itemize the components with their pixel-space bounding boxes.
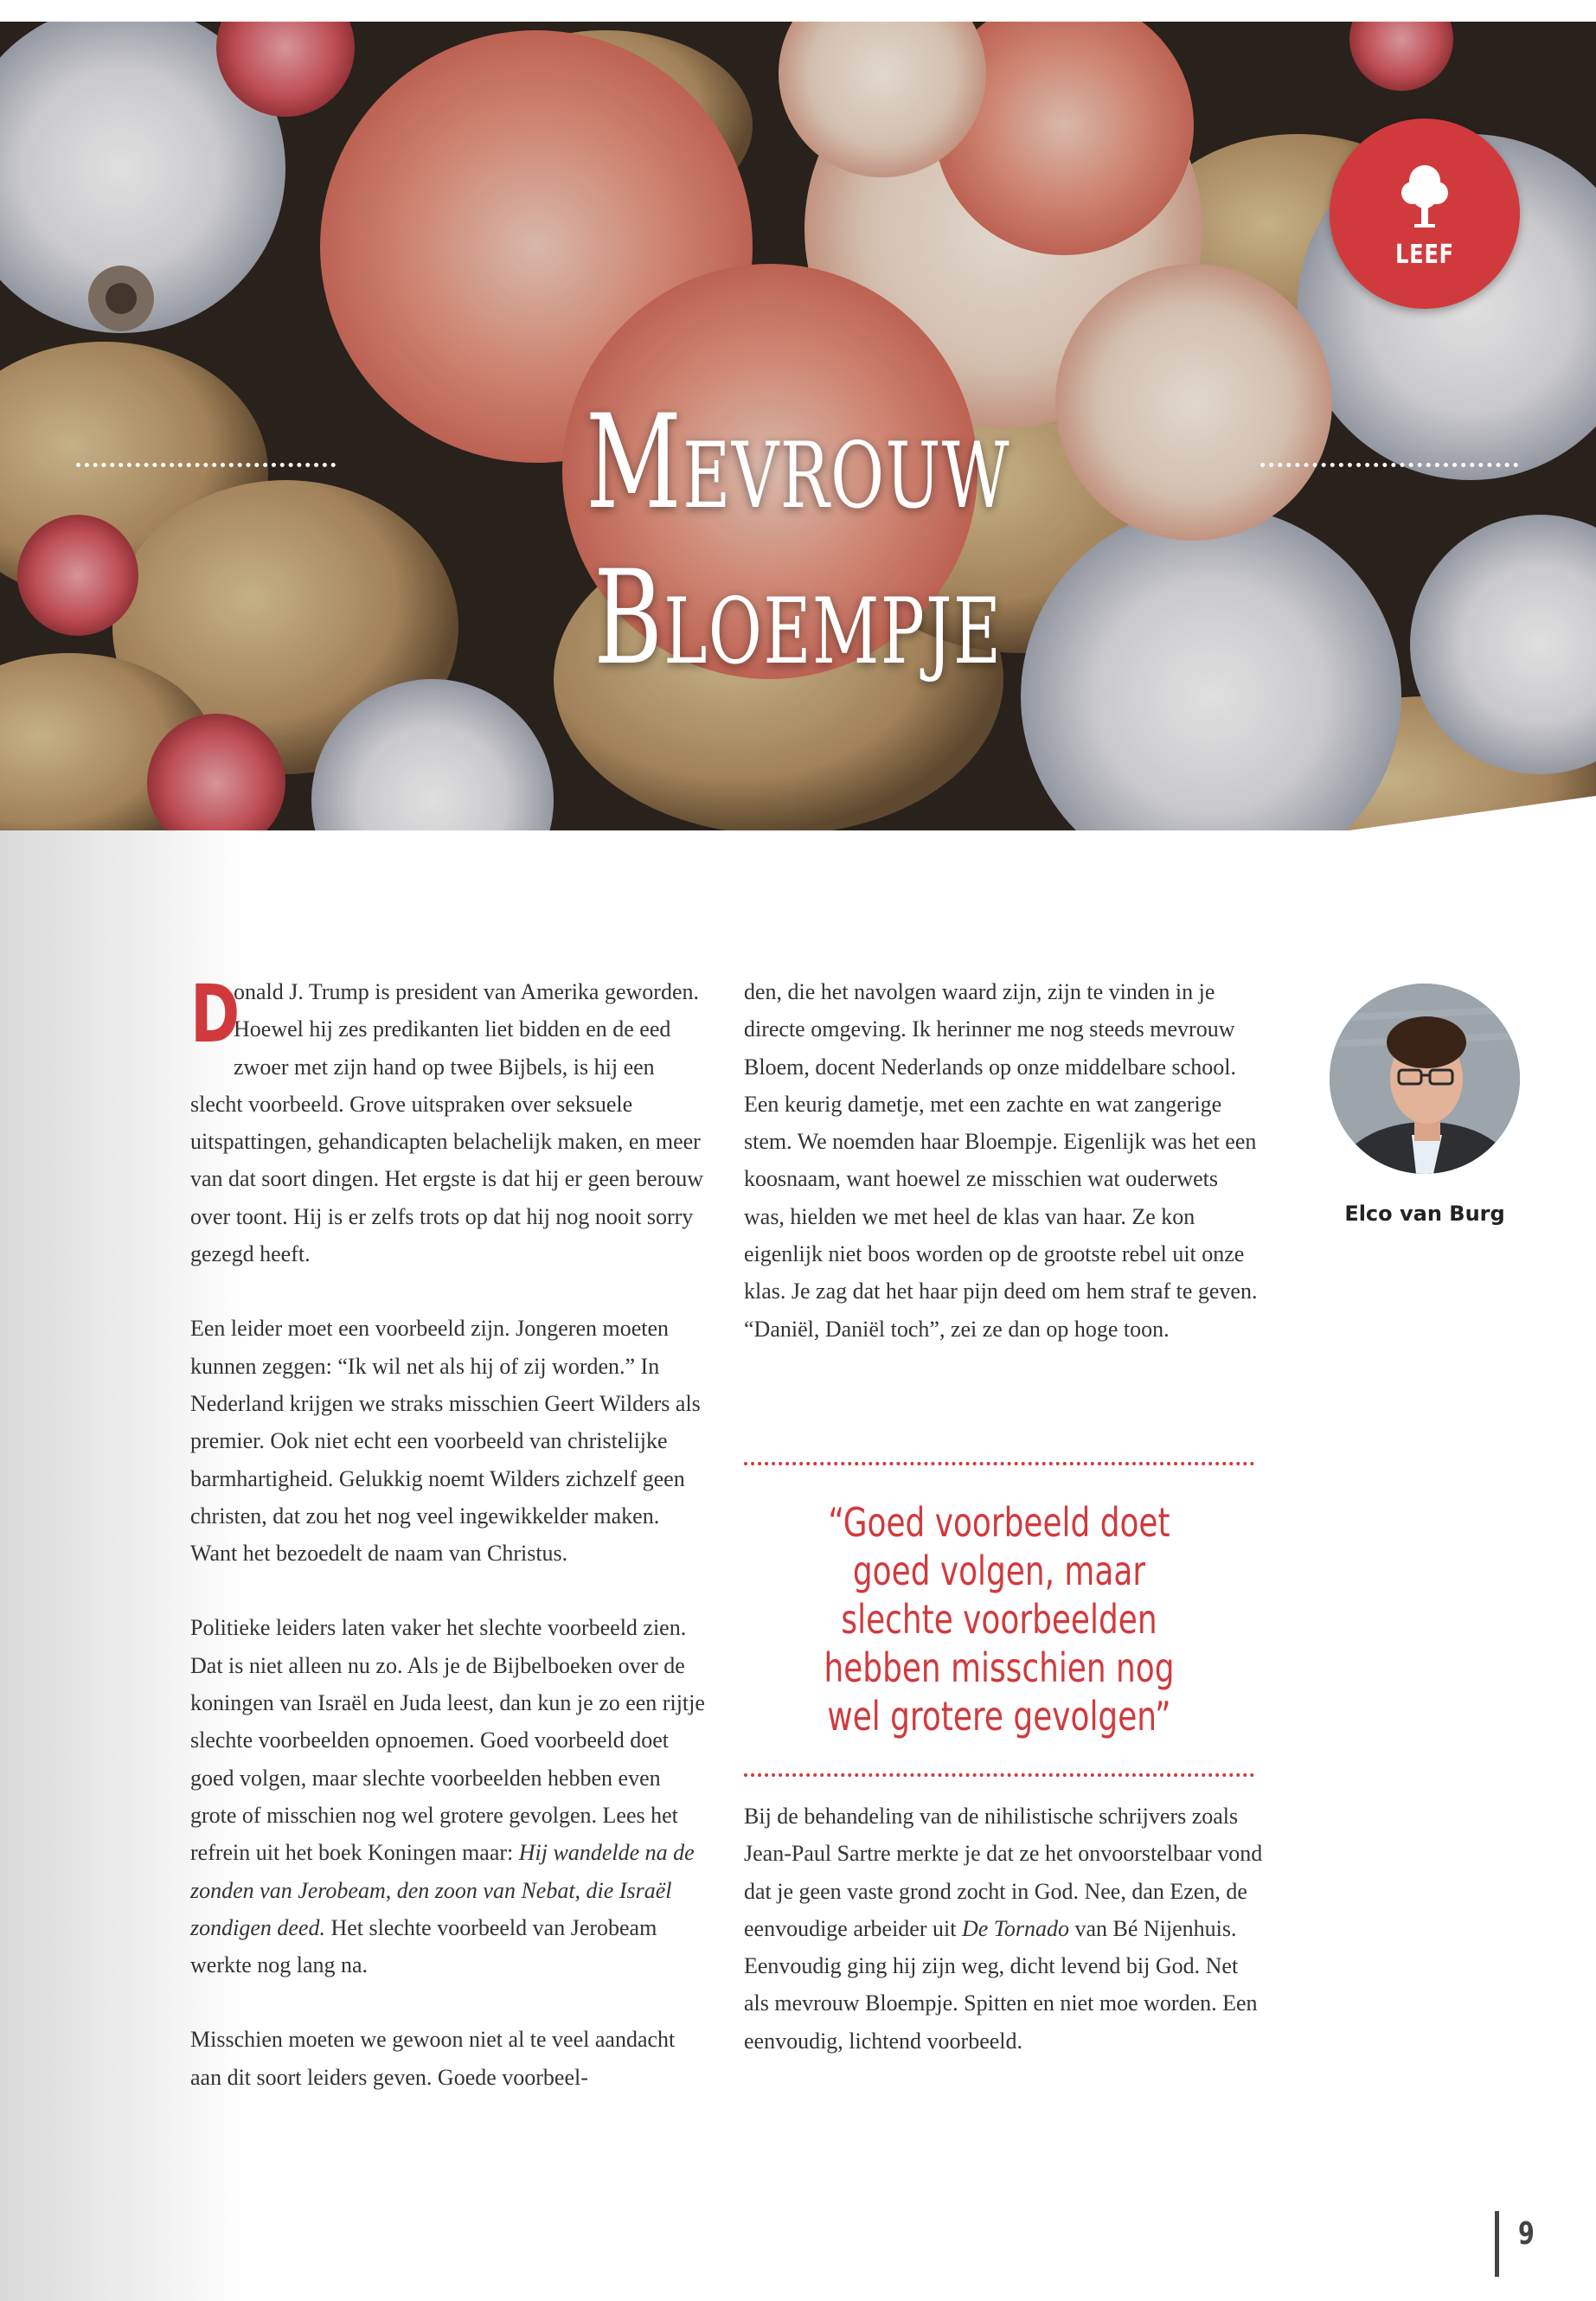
author-photo [1330, 984, 1520, 1174]
dropcap: D [190, 968, 240, 1061]
article-column-left [190, 968, 709, 2133]
bible-quote: Hij wandelde na de zonden van Jerobeam, den zoon van Nebat, die Israël zondigen deed. [190, 1840, 695, 1940]
author-block [1330, 984, 1520, 1226]
paragraph-3: Politieke leiders laten vaker het slechte voorbeeld zien. Dat is niet alleen nu zo. Als je de Bijbelboeken over de koningen van Israël en Juda leest, dan kun je zo een rijtje slechte voorbeelden opnoemen. Goed voorbeeld doet goed volgen, maar slechte voorbeelden hebben even grote of misschien nog wel grotere gevolgen. Lees het refrein uit het boek Koningen maar: Hij wandelde na de zonden van Jerobeam, den zoon van Nebat, die Israël zondigen deed. Het slechte voorbeeld van Jerobeam werkte nog lang na. [190, 1615, 705, 1978]
pull-quote-text: “Goed voorbeeld doet goed volgen, maar slechte voorbeelden hebben misschien nog wel grotere gevolgen” [824, 1499, 1175, 1740]
page-number: 9 [1518, 2216, 1535, 2252]
title-divider-left [76, 463, 336, 467]
avatar [1330, 984, 1520, 1174]
paragraph-2: Een leider moet een voorbeeld zijn. Jongeren moeten kunnen zeggen: “Ik wil net als hij of zij worden.” In Nederland krijgen we straks misschien Geert Wilders als premier. Ook niet echt een voorbeeld van christelijke barmhartigheid. Gelukkig noemt Wilders zichzelf geen christen, dat zou het nog veel ingewikkelder maken. Want het bezoedelt de naam van Christus. [190, 1316, 701, 1567]
pull-quote-divider-bottom [744, 1773, 1254, 1777]
pull-quote-divider-top [744, 1462, 1254, 1465]
author-name: Elco van Burg [1344, 1202, 1505, 1226]
title-row [0, 388, 1596, 694]
article-column-mid-bottom [744, 1798, 1263, 2097]
paragraph-4: Misschien moeten we gewoon niet al te veel aandacht aan dit soort leiders geven. Goede voorbeel- [190, 2027, 676, 2090]
title-divider-right [1260, 463, 1518, 467]
paragraph-5: den, die het navolgen waard zijn, zijn te vinden in je directe omgeving. Ik herinner me nog steeds mevrouw Bloem, docent Nederlands op onze middelbare school. Een keurig dametje, met een zachte en wat zangerige stem. We noemden haar Bloempje. Eigenlijk was het een koosnaam, want hoewel ze misschien wat ouderwets was, hielden we met heel de klas van haar. Ze kon eigenlijk niet boos worden op de grootste rebel uit onze klas. Je zag dat het haar pijn deed om hem straf te geven. “Daniël, Daniël toch”, zei ze dan op hoge toon. [744, 979, 1258, 1342]
paragraph-1: D onald J. Trump is president van Amerika geworden. Hoewel hij zes predikanten liet bidden en de eed zwoer met zijn hand op twee Bijbels, is hij een slecht voorbeeld. Grove uitspraken over seksuele uitspattingen, gehandicapten belachelijk maken, en meer van dat soort dingen. Het ergste is dat hij er geen berouw over toont. Hij is er zelfs trots op dat hij nog nooit sorry gezegd heeft. [190, 968, 704, 1267]
header-image [0, 22, 1596, 830]
article-column-mid [744, 973, 1263, 1385]
page-number-bar [1495, 2211, 1499, 2277]
pull-quote [744, 1462, 1254, 1777]
book-title: De Tornado [961, 1915, 1069, 1941]
section-badge-label: LEEF [1395, 240, 1454, 270]
section-badge [1330, 119, 1520, 309]
page-title: Mevrouw Bloempje [586, 388, 1010, 694]
tree-icon [1399, 162, 1451, 231]
paragraph-6: Bij de behandeling van de nihilistische schrijvers zoals Jean-Paul Sartre merkte je dat ze het onvoorstelbaar vond dat je geen vaste grond zocht in God. Nee, dan Ezen, de eenvoudige arbeider uit De Tornado van Bé Nijenhuis. Eenvoudig ging hij zijn weg, dicht levend bij God. Net als mevrouw Bloempje. Spitten en niet moe worden. Een eenvoudig, lichtend voorbeeld. [744, 1804, 1263, 2054]
